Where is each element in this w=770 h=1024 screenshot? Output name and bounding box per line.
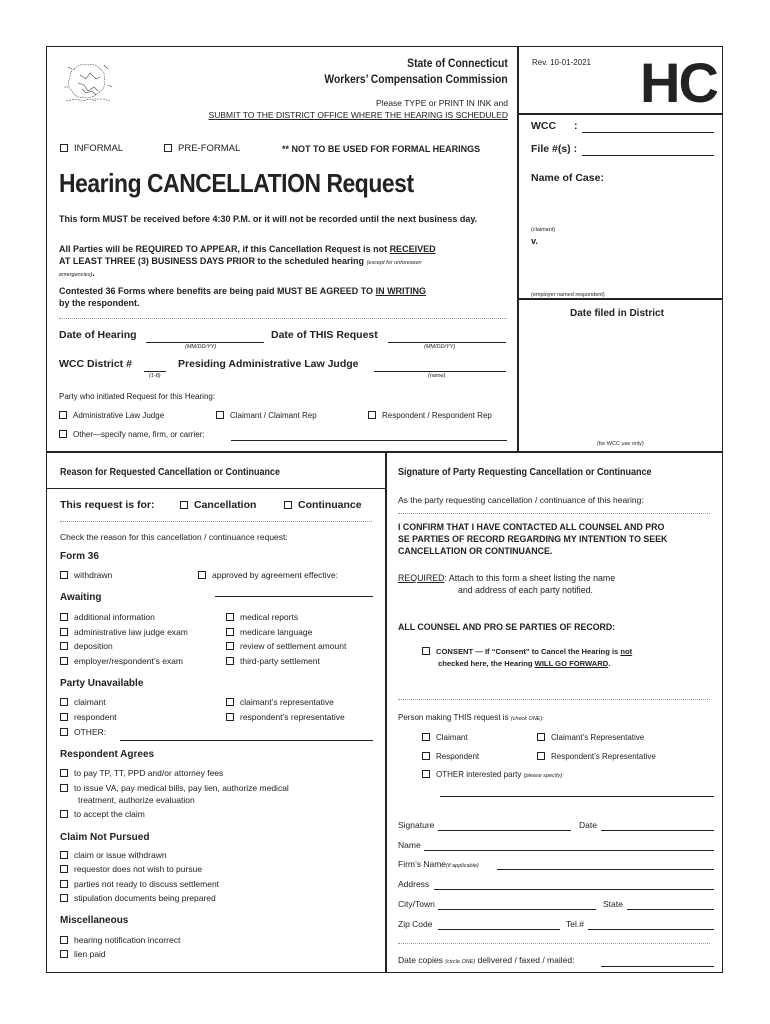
wcc-use-only: (for WCC use only) xyxy=(597,441,644,447)
divider-right-panel xyxy=(517,46,519,451)
ra-item-0-checkbox[interactable] xyxy=(60,769,68,777)
check-reason-label: Check the reason for this cancellation / continuance request: xyxy=(60,532,288,542)
notice-appear-text2: AT LEAST THREE (3) BUSINESS DAYS PRIOR to the scheduled hearing xyxy=(59,256,365,266)
divider-bottom-columns xyxy=(385,451,387,973)
notice-in-writing: IN WRITING xyxy=(375,286,427,296)
required-line-1 xyxy=(398,573,615,583)
form36-heading: Form 36 xyxy=(60,551,99,562)
continuance-label: Continuance xyxy=(298,499,362,511)
continuance-checkbox[interactable] xyxy=(284,501,292,509)
preformal-checkbox[interactable] xyxy=(164,144,172,152)
please-specify-tag: (please specify): xyxy=(523,773,564,779)
unavailable-right-1-checkbox[interactable] xyxy=(226,713,234,721)
party-unavailable-heading: Party Unavailable xyxy=(60,678,144,689)
informal-checkbox-row xyxy=(60,143,123,154)
person-claimant-rep-label: Claimant’s Representative xyxy=(551,733,645,742)
initiator-label: Party who initiated Request for this Hearing: xyxy=(59,392,216,401)
awaiting-right-0-checkbox[interactable] xyxy=(226,613,234,621)
unavailable-other-label: OTHER: xyxy=(74,727,107,737)
np-item-1-label: requestor does not wish to pursue xyxy=(74,864,203,874)
firm-label xyxy=(398,859,479,869)
consent-text: CONSENT — If “Consent” to Cancel the Hearing is xyxy=(436,647,621,656)
np-item-3-label: stipulation documents being prepared xyxy=(74,893,216,903)
signature-divider-2 xyxy=(398,699,710,700)
agency-line-2: Workers’ Compensation Commission xyxy=(324,74,508,86)
respondent-agrees-heading: Respondent Agrees xyxy=(60,749,155,760)
awaiting-left-3-checkbox[interactable] xyxy=(60,657,68,665)
form-title: Hearing CANCELLATION Request xyxy=(59,168,414,198)
person-claimant-row xyxy=(422,733,468,742)
person-respondent-rep-label: Respondent’s Representative xyxy=(551,752,656,761)
misc-item-1 xyxy=(60,949,106,959)
consent-go-forward: WILL GO FORWARD xyxy=(534,659,609,668)
person-text: Person making THIS request is xyxy=(398,713,509,722)
person-respondent-row xyxy=(422,752,479,761)
cancellation-row xyxy=(180,499,256,511)
date-of-hearing-field[interactable] xyxy=(146,342,264,343)
signature-date-label: Date xyxy=(579,820,597,830)
awaiting-right-3-label: third-party settlement xyxy=(240,656,320,666)
reason-divider xyxy=(60,521,372,522)
zip-field[interactable] xyxy=(438,929,560,930)
ra-item-2-label: to accept the claim xyxy=(74,809,145,819)
np-item-3 xyxy=(60,893,216,903)
person-respondent-checkbox[interactable] xyxy=(422,752,430,760)
if-applicable-tag: (if applicable) xyxy=(446,863,479,869)
form36-approved-label: approved by agreement effective: xyxy=(212,570,339,580)
zip-label: Zip Code xyxy=(398,919,433,929)
ra-item-2 xyxy=(60,809,145,819)
np-item-2-checkbox[interactable] xyxy=(60,880,68,888)
firm-text: Firm’s Name xyxy=(398,859,447,869)
misc-item-0-label: hearing notification incorrect xyxy=(74,935,181,945)
copies-label xyxy=(398,955,574,965)
date-of-hearing-format: (MM/DD/YY) xyxy=(185,344,217,350)
np-item-2-label: parties not ready to discuss settlement xyxy=(74,879,220,889)
tel-label: Tel.# xyxy=(566,919,584,929)
form-code: HC xyxy=(640,51,717,114)
district-range: (1-8) xyxy=(149,373,161,379)
awaiting-right-2-checkbox[interactable] xyxy=(226,642,234,650)
date-of-hearing-label: Date of Hearing xyxy=(59,329,137,341)
agency-line-1: State of Connecticut xyxy=(407,58,508,70)
ra-item-2-checkbox[interactable] xyxy=(60,810,68,818)
date-of-request-format: (MM/DD/YY) xyxy=(424,344,456,350)
awaiting-right-3-checkbox[interactable] xyxy=(226,657,234,665)
unavailable-left-0 xyxy=(60,697,106,707)
misc-heading: Miscellaneous xyxy=(60,915,129,926)
form36-withdrawn-checkbox[interactable] xyxy=(60,571,68,579)
awaiting-left-2-label: deposition xyxy=(74,641,113,651)
np-item-1-checkbox[interactable] xyxy=(60,865,68,873)
notice-contested-line1 xyxy=(59,286,426,296)
awaiting-left-3-label: employer/respondent’s exam xyxy=(74,656,183,666)
initiator-respondent-label: Respondent / Respondent Rep xyxy=(382,411,492,420)
person-respondent-rep-checkbox[interactable] xyxy=(537,752,545,760)
unavailable-left-0-label: claimant xyxy=(74,697,106,707)
address-label: Address xyxy=(398,879,430,889)
preformal-label: PRE-FORMAL xyxy=(178,143,241,154)
notice-emergencies: emergencies) xyxy=(59,272,93,278)
file-number-label: File #(s) : xyxy=(531,143,578,155)
consent-line-2 xyxy=(438,659,610,668)
employer-tag: (employer named respondent) xyxy=(531,292,605,298)
as-party-text: As the party requesting cancellation / continuance of this hearing: xyxy=(398,495,644,505)
divider-column-header xyxy=(46,488,385,489)
continuance-row xyxy=(284,499,362,511)
instruction-text: Please TYPE or PRINT IN INK and xyxy=(376,98,508,108)
unavailable-right-0 xyxy=(226,697,334,707)
consent-text-2: checked here, the Hearing xyxy=(438,659,535,668)
initiator-respondent-row xyxy=(368,411,492,420)
unavailable-right-0-label: claimant’s representative xyxy=(240,697,334,707)
judge-name-tag: (name) xyxy=(428,373,446,379)
form36-approved-date-field[interactable] xyxy=(215,596,373,597)
ra-item-1-checkbox[interactable] xyxy=(60,784,68,792)
consent-dot: . xyxy=(608,659,611,668)
initiator-other-row xyxy=(59,430,205,439)
unavailable-left-1 xyxy=(60,712,117,722)
city-label: City/Town xyxy=(398,899,435,909)
person-other-row xyxy=(422,770,564,779)
awaiting-left-1-label: administrative law judge exam xyxy=(74,627,188,637)
form36-approved-checkbox[interactable] xyxy=(198,571,206,579)
preformal-checkbox-row xyxy=(164,143,240,154)
confirm-line-1: I CONFIRM THAT I HAVE CONTACTED ALL COUNSEL AND PRO xyxy=(398,522,665,532)
required-text: : Attach to this form a sheet listing the name xyxy=(444,573,616,583)
ra-item-1 xyxy=(60,783,289,793)
notice-appear-line3 xyxy=(59,268,95,278)
person-other-field[interactable] xyxy=(440,796,714,797)
misc-item-1-label: lien paid xyxy=(74,949,106,959)
date-of-request-label: Date of THIS Request xyxy=(271,329,378,341)
unavailable-right-1 xyxy=(226,712,345,722)
reason-header: Reason for Requested Cancellation or Continuance xyxy=(60,467,281,478)
person-respondent-label: Respondent xyxy=(436,752,480,761)
signature-field[interactable] xyxy=(438,830,571,831)
unavailable-other-checkbox[interactable] xyxy=(60,728,68,736)
copies-field[interactable] xyxy=(601,966,714,967)
revision-date: Rev. 10-01-2021 xyxy=(532,58,591,67)
awaiting-heading: Awaiting xyxy=(60,592,102,603)
awaiting-left-0-label: additional information xyxy=(74,612,155,622)
person-claimant-checkbox[interactable] xyxy=(422,733,430,741)
np-item-0-label: claim or issue withdrawn xyxy=(74,850,167,860)
awaiting-right-0-label: medical reports xyxy=(240,612,299,622)
form36-approved-row xyxy=(198,570,338,580)
city-field[interactable] xyxy=(438,909,596,910)
wcc-colon: : xyxy=(574,120,578,132)
initiator-respondent-checkbox[interactable] xyxy=(368,411,376,419)
initiator-other-label: Other—specify name, firm, or carrier: xyxy=(73,430,205,439)
address-field[interactable] xyxy=(434,889,714,890)
person-other-label: OTHER interested party xyxy=(436,770,522,779)
consent-checkbox[interactable] xyxy=(422,647,430,655)
not-pursued-heading: Claim Not Pursued xyxy=(60,832,150,843)
form36-withdrawn-row xyxy=(60,570,112,580)
person-other-checkbox[interactable] xyxy=(422,770,430,778)
initiator-alj-row xyxy=(59,411,164,420)
notice-contested-text: Contested 36 Forms where benefits are being paid MUST BE AGREED TO xyxy=(59,286,376,296)
unavailable-left-1-checkbox[interactable] xyxy=(60,713,68,721)
cancellation-checkbox[interactable] xyxy=(180,501,188,509)
awaiting-right-0 xyxy=(226,612,298,622)
awaiting-right-2 xyxy=(226,641,346,651)
versus-label: v. xyxy=(531,236,538,246)
initiator-claimant-row xyxy=(216,411,317,420)
form36-withdrawn-label: withdrawn xyxy=(74,570,113,580)
unavailable-left-0-checkbox[interactable] xyxy=(60,698,68,706)
initiator-claimant-label: Claimant / Claimant Rep xyxy=(230,411,317,420)
notice-appear-text: All Parties will be REQUIRED TO APPEAR, if this Cancellation Request is not xyxy=(59,244,390,254)
notice-appear-line1 xyxy=(59,244,436,254)
cancellation-label: Cancellation xyxy=(194,499,257,511)
signature-header: Signature of Party Requesting Cancellation or Continuance xyxy=(398,467,652,478)
judge-field[interactable] xyxy=(374,371,506,372)
signature-divider-3 xyxy=(398,943,710,944)
awaiting-left-0-checkbox[interactable] xyxy=(60,613,68,621)
initiator-claimant-checkbox[interactable] xyxy=(216,411,224,419)
np-item-2 xyxy=(60,879,219,889)
wcc-label: WCC xyxy=(531,120,557,132)
awaiting-left-3 xyxy=(60,656,183,666)
np-item-0-checkbox[interactable] xyxy=(60,851,68,859)
name-label: Name xyxy=(398,840,421,850)
unavailable-other-field[interactable] xyxy=(120,740,373,741)
notice-contested-line2: by the respondent. xyxy=(59,298,140,308)
initiator-alj-checkbox[interactable] xyxy=(59,411,67,419)
file-number-field[interactable] xyxy=(582,155,714,156)
awaiting-left-2 xyxy=(60,641,113,651)
claimant-tag: (claimant) xyxy=(531,227,556,233)
unavailable-right-0-checkbox[interactable] xyxy=(226,698,234,706)
name-field[interactable] xyxy=(424,850,714,851)
wcc-field[interactable] xyxy=(582,132,714,133)
misc-item-0-checkbox[interactable] xyxy=(60,936,68,944)
awaiting-right-1-label: medicare language xyxy=(240,627,313,637)
request-for-label: This request is for: xyxy=(60,499,155,511)
initiator-other-field[interactable] xyxy=(231,440,507,441)
awaiting-left-1-checkbox[interactable] xyxy=(60,628,68,636)
state-field[interactable] xyxy=(627,909,714,910)
initiator-alj-label: Administrative Law Judge xyxy=(73,411,165,420)
ra-item-0 xyxy=(60,768,223,778)
all-counsel-label: ALL COUNSEL AND PRO SE PARTIES OF RECORD: xyxy=(398,622,616,632)
awaiting-right-1 xyxy=(226,627,312,637)
informal-checkbox[interactable] xyxy=(60,144,68,152)
district-field[interactable] xyxy=(144,371,166,372)
awaiting-right-3 xyxy=(226,656,320,666)
awaiting-left-1 xyxy=(60,627,188,637)
confirm-line-2: SE PARTIES OF RECORD REGARDING MY INTENTION TO SEEK xyxy=(398,534,668,544)
date-of-request-field[interactable] xyxy=(388,342,506,343)
circle-one-tag: (circle ONE) xyxy=(445,959,476,965)
judge-label: Presiding Administrative Law Judge xyxy=(178,358,359,370)
unavailable-other-row xyxy=(60,727,106,737)
unavailable-left-1-label: respondent xyxy=(74,712,117,722)
informal-label: INFORMAL xyxy=(74,143,124,154)
misc-item-0 xyxy=(60,935,180,945)
required-label: REQUIRED xyxy=(398,573,445,583)
unavailable-right-1-label: respondent’s representative xyxy=(240,712,345,722)
notice-dot: . xyxy=(92,268,95,278)
signature-divider-1 xyxy=(398,513,710,514)
tel-field[interactable] xyxy=(588,929,714,930)
misc-item-1-checkbox[interactable] xyxy=(60,950,68,958)
date-filed-label: Date filed in District xyxy=(570,308,664,319)
person-respondent-rep-row xyxy=(537,752,656,761)
ra-item-0-label: to pay TP, TT, PPD and/or attorney fees xyxy=(74,768,224,778)
person-claimant-label: Claimant xyxy=(436,733,468,742)
check-one-tag: (check ONE): xyxy=(510,716,544,722)
district-label: WCC District # xyxy=(59,358,132,370)
not-formal-note: ** NOT TO BE USED FOR FORMAL HEARINGS xyxy=(282,144,481,154)
firm-field[interactable] xyxy=(497,869,714,870)
submit-instruction: SUBMIT TO THE DISTRICT OFFICE WHERE THE HEARING IS SCHEDULED xyxy=(208,110,508,120)
awaiting-left-0 xyxy=(60,612,155,622)
consent-line-1 xyxy=(422,647,632,656)
state-label: State xyxy=(603,899,623,909)
person-claimant-rep-checkbox[interactable] xyxy=(537,733,545,741)
confirm-line-3: CANCELLATION OR CONTINUANCE. xyxy=(398,546,553,556)
notice-divider xyxy=(59,318,507,319)
np-item-1 xyxy=(60,864,202,874)
person-claimant-rep-row xyxy=(537,733,644,742)
notice-except: (except for unforeseen xyxy=(366,260,422,266)
ra-item-1-cont: treatment, authorize evaluation xyxy=(78,795,195,805)
awaiting-left-2-checkbox[interactable] xyxy=(60,642,68,650)
consent-not: not xyxy=(620,647,633,656)
signature-date-field[interactable] xyxy=(601,830,714,831)
signature-label: Signature xyxy=(398,820,435,830)
copies-text: Date copies xyxy=(398,955,443,965)
person-label xyxy=(398,713,544,722)
initiator-other-checkbox[interactable] xyxy=(59,430,67,438)
divider-date-filed xyxy=(517,298,723,300)
notice-deadline: This form MUST be received before 4:30 P.M. or it will not be recorded until the next business day. xyxy=(59,214,478,224)
required-line-2: and address of each party notified. xyxy=(458,585,593,595)
notice-received: RECEIVED xyxy=(389,244,436,254)
copies-rest: delivered / faxed / mailed: xyxy=(477,955,575,965)
np-item-0 xyxy=(60,850,167,860)
state-seal-image xyxy=(60,57,116,109)
notice-appear-line2 xyxy=(59,256,422,266)
awaiting-right-1-checkbox[interactable] xyxy=(226,628,234,636)
awaiting-right-2-label: review of settlement amount xyxy=(240,641,347,651)
np-item-3-checkbox[interactable] xyxy=(60,894,68,902)
ra-item-1-label: to issue VA, pay medical bills, pay lien, authorize medical xyxy=(74,783,289,793)
name-of-case-label: Name of Case: xyxy=(531,172,604,184)
